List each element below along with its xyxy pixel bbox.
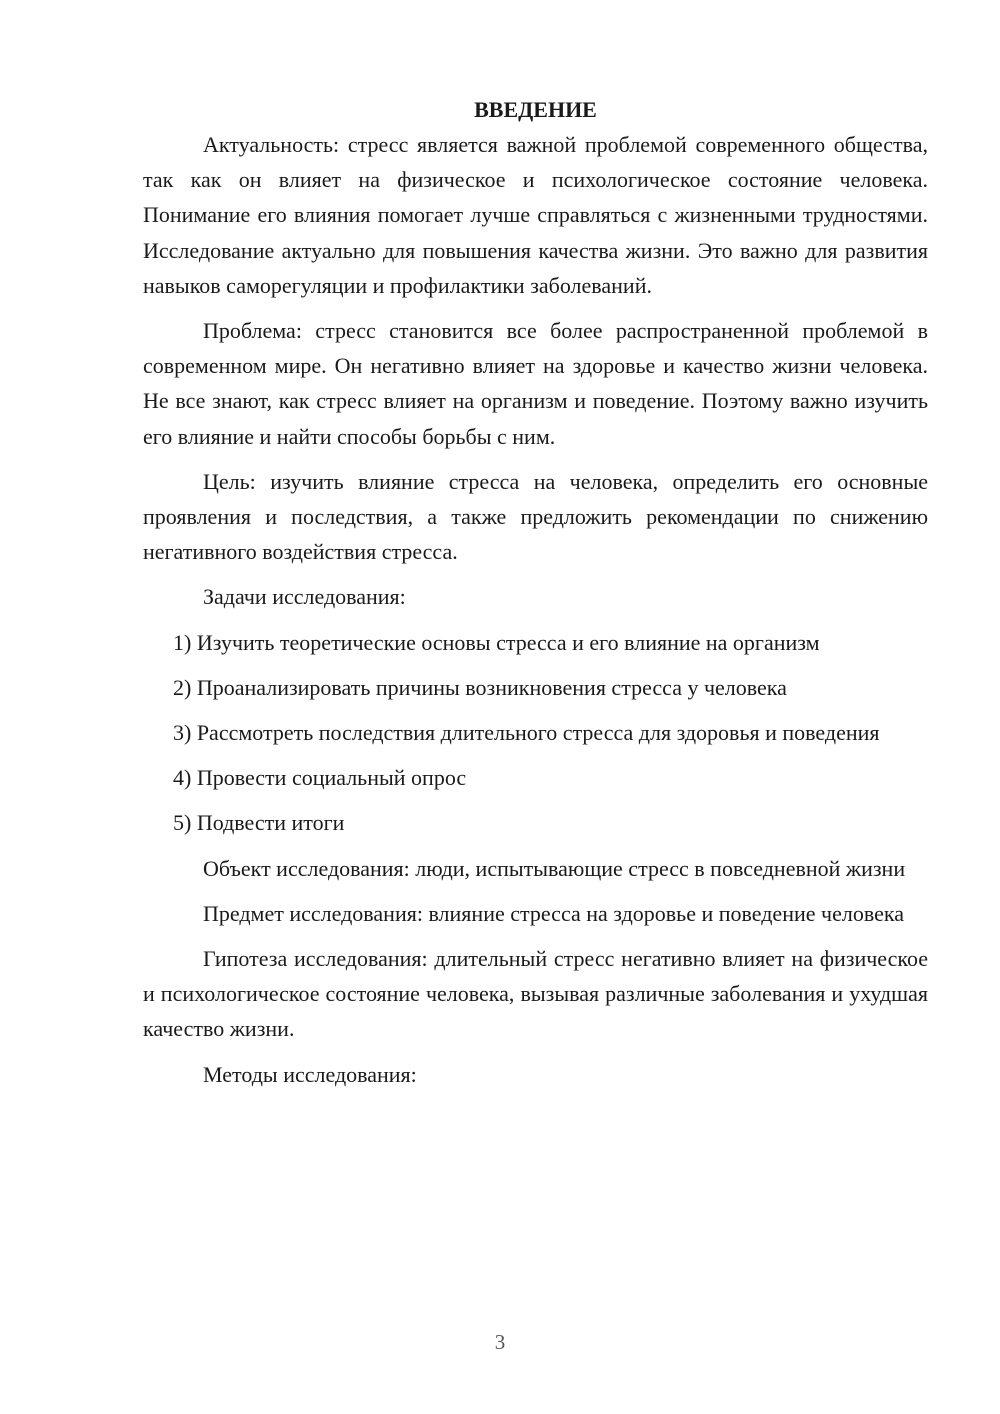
task-item-1: 1) Изучить теоретические основы стресса и его влияние на организм	[173, 629, 820, 655]
page-number: 3	[494, 1330, 506, 1354]
task-item-4: 4) Провести социальный опрос	[173, 765, 467, 791]
paragraph-subject: Предмет исследования: влияние стресса на здоровье и поведение человека	[203, 900, 904, 926]
methods-heading: Методы исследования:	[203, 1061, 417, 1087]
task-item-2: 2) Проанализировать причины возникновения стресса у человека	[173, 674, 787, 700]
page-title: ВВЕДЕНИЕ	[474, 97, 597, 122]
paragraph-problem: Проблема: стресс становится все более распространенной проблемой в современном мире. Он негативно влияет на здоровье и качество жизни человека. Не все знают, как стресс влияет на организм и поведение. Поэтому важно изучить его влияние и найти способы борьбы с ним.	[143, 318, 928, 449]
task-item-3: 3) Рассмотреть последствия длительного стресса для здоровья и поведения	[173, 720, 880, 746]
paragraph-hypothesis: Гипотеза исследования: длительный стресс негативно влияет на физическое и психологическое состояние человека, вызывая различные заболевания и ухудшая качество жизни.	[143, 946, 928, 1042]
paragraph-goal: Цель: изучить влияние стресса на человека, определить его основные проявления и последствия, а также предложить рекомендации по снижению негативного воздействия стресса.	[143, 468, 928, 565]
paragraph-object: Объект исследования: люди, испытывающие стресс в повседневной жизни	[203, 855, 906, 881]
page-content	[143, 92, 928, 1102]
tasks-heading: Задачи исследования:	[203, 584, 406, 610]
paragraph-relevance: Актуальность: стресс является важной проблемой современного общества, так как он влияет на физическое и психологическое состояние человека. Понимание его влияния помогает лучше справляться с жизненными трудностями. Исследование актуально для повышения качества жизни. Это важно для развития навыков саморегуляции и профилактики заболеваний.	[143, 132, 928, 298]
task-item-5: 5) Подвести итоги	[173, 810, 345, 836]
